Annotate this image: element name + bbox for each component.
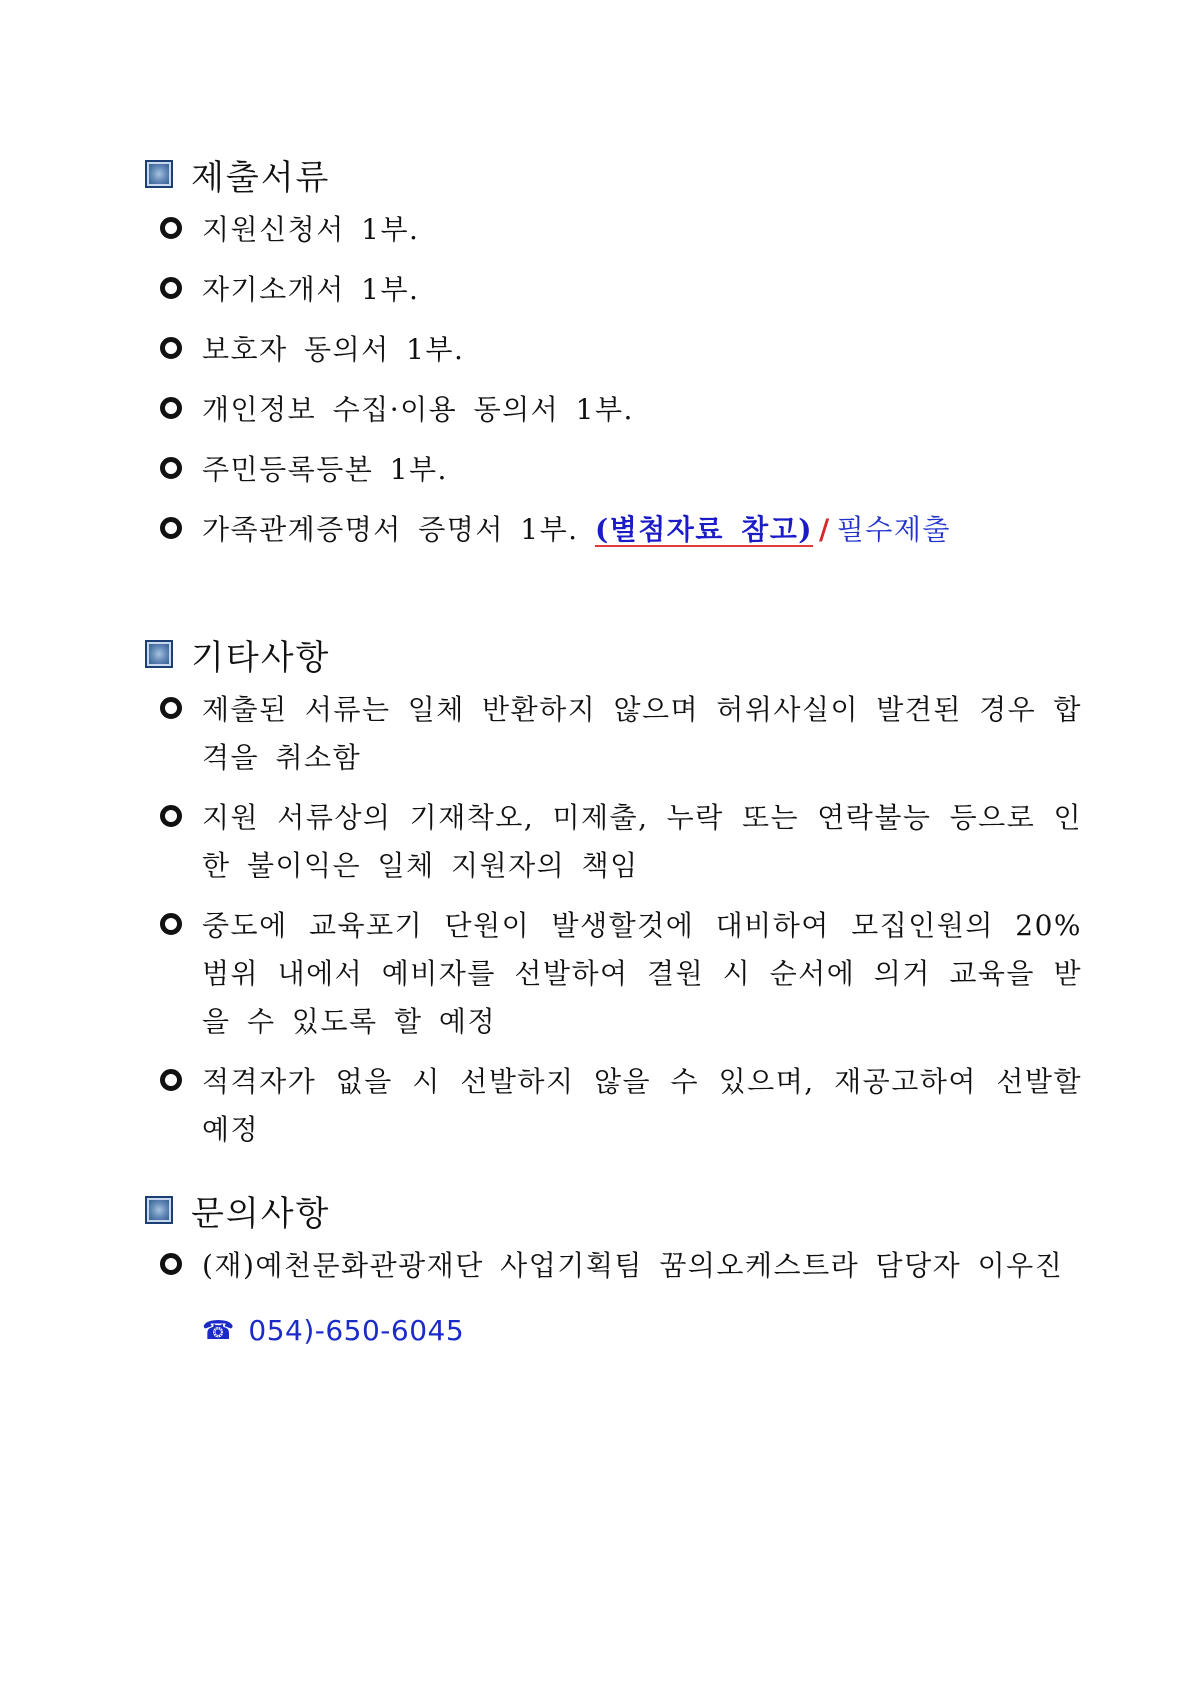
section-submission-documents <box>145 152 1085 566</box>
circle-bullet-icon <box>160 517 182 539</box>
section-heading <box>145 632 1085 676</box>
list-item <box>145 266 1085 326</box>
list-item-text: 주민등록등본 1부. <box>202 453 448 486</box>
circle-bullet-icon <box>160 457 182 479</box>
list-item-text <box>202 506 951 554</box>
section-heading <box>145 1188 1085 1232</box>
list-item-text: 자기소개서 1부. <box>202 273 420 306</box>
telephone-icon: ☎ <box>202 1315 235 1346</box>
list-item <box>145 1242 1085 1302</box>
contact-list <box>145 1242 1085 1302</box>
circle-bullet-icon <box>160 697 182 719</box>
attachment-reference-link[interactable]: (별첨자료 참고) <box>594 513 813 546</box>
notes-list <box>145 686 1085 1154</box>
section-inquiries <box>145 1188 1085 1347</box>
list-item <box>145 686 1085 782</box>
list-item <box>145 794 1085 890</box>
square-bullet-icon <box>145 160 173 188</box>
square-bullet-icon <box>145 1196 173 1224</box>
section-title: 제출서류 <box>191 157 331 198</box>
list-item-text: 중도에 교육포기 단원이 발생할것에 대비하여 모집인원의 20% 범위 내에서 예비자를 선발하여 결원 시 순서에 의거 교육을 받을 수 있도록 할 예정 <box>202 909 1082 1038</box>
circle-bullet-icon <box>160 1253 182 1275</box>
square-bullet-icon <box>145 640 173 668</box>
list-item-text: 적격자가 없을 시 선발하지 않을 수 있으며, 재공고하여 선발할 예정 <box>202 1065 1082 1146</box>
circle-bullet-icon <box>160 397 182 419</box>
list-item-text: 제출된 서류는 일체 반환하지 않으며 허위사실이 발견된 경우 합격을 취소함 <box>202 693 1082 774</box>
contact-person-text: (재)예천문화관광재단 사업기획팀 꿈의오케스트라 담당자 이우진 <box>202 1249 1064 1282</box>
circle-bullet-icon <box>160 337 182 359</box>
section-title: 기타사항 <box>191 637 331 678</box>
document-list <box>145 206 1085 566</box>
list-item <box>145 386 1085 446</box>
circle-bullet-icon <box>160 217 182 239</box>
section-heading <box>145 152 1085 196</box>
list-item-text: 보호자 동의서 1부. <box>202 333 465 366</box>
circle-bullet-icon <box>160 277 182 299</box>
section-title: 문의사항 <box>191 1193 331 1234</box>
list-item-text: 지원신청서 1부. <box>202 213 420 246</box>
required-submission-label: 필수제출 <box>836 513 951 546</box>
phone-number[interactable]: 054)-650-6045 <box>248 1314 465 1347</box>
section-other-notes <box>145 632 1085 1166</box>
list-item <box>145 326 1085 386</box>
list-item-text: 지원 서류상의 기재착오, 미제출, 누락 또는 연락불능 등으로 인한 불이익은 일체 지원자의 책임 <box>202 801 1082 882</box>
list-item-text: 개인정보 수집·이용 동의서 1부. <box>202 393 634 426</box>
list-item <box>145 506 1085 566</box>
circle-bullet-icon <box>160 913 182 935</box>
list-item <box>145 902 1085 1046</box>
circle-bullet-icon <box>160 805 182 827</box>
list-item <box>145 206 1085 266</box>
list-item <box>145 446 1085 506</box>
phone-contact <box>202 1314 1085 1347</box>
family-certificate-text: 가족관계증명서 증명서 1부. <box>202 513 579 546</box>
separator-slash: / <box>819 513 831 546</box>
list-item <box>145 1058 1085 1154</box>
circle-bullet-icon <box>160 1069 182 1091</box>
